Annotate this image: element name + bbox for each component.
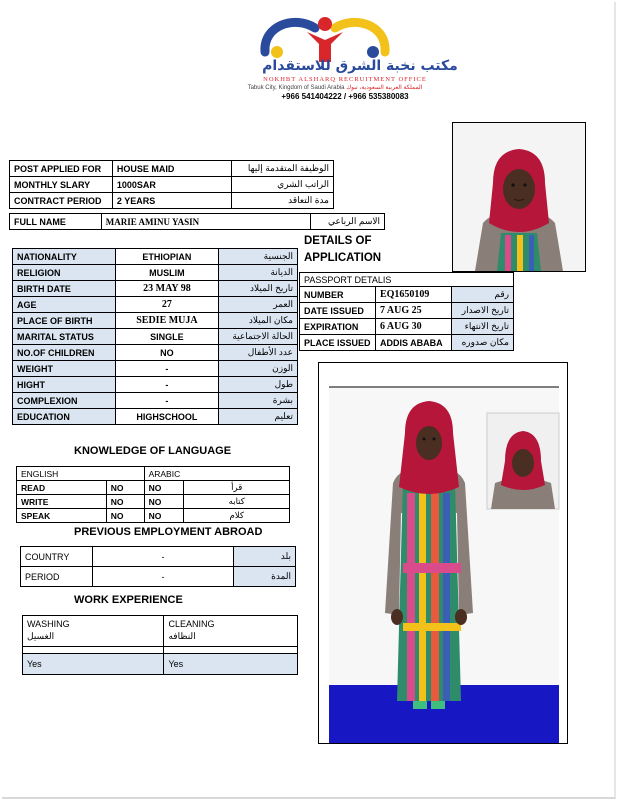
table-row [10, 214, 385, 230]
work-item [23, 616, 164, 647]
detail-label-ar: الوزن [219, 361, 298, 377]
passport-label-ar: تاريخ الانتهاء [451, 319, 513, 335]
detail-label: NATIONALITY [13, 249, 116, 265]
passport-label-ar: مكان صدوره [451, 335, 513, 351]
table-row [10, 161, 334, 177]
employment-value: - [92, 567, 233, 587]
passport-label-ar: رقم [451, 287, 513, 303]
address-en: Tabuk City, Kingdom of Saudi Arabia [247, 85, 345, 91]
detail-value: NO [115, 345, 218, 361]
detail-label: HIGHT [13, 377, 116, 393]
work-item [164, 616, 298, 647]
employment-label: COUNTRY [21, 547, 93, 567]
table-row [13, 249, 298, 265]
table-row [13, 345, 298, 361]
work-value: Yes [164, 654, 298, 675]
office-name-ar: مكتب نخبة الشرق للاستقدام [262, 58, 458, 74]
table-row [13, 297, 298, 313]
detail-label-ar: مكان الميلاد [219, 313, 298, 329]
passport-value: 6 AUG 30 [375, 319, 451, 335]
table-row [17, 467, 290, 481]
job-value: HOUSE MAID [112, 161, 231, 177]
col-arabic: ARABIC [144, 467, 289, 481]
lang-arabic: NO [144, 495, 184, 509]
table-row [13, 281, 298, 297]
lang-label-ar: قرأ [184, 481, 290, 495]
person-portrait-icon [453, 123, 585, 271]
detail-value: 27 [115, 297, 218, 313]
portrait-photo [452, 122, 586, 272]
lang-label: SPEAK [17, 509, 107, 523]
table-row [300, 273, 514, 287]
table-row [10, 177, 334, 193]
detail-label: PLACE OF BIRTH [13, 313, 116, 329]
job-label: CONTRACT PERIOD [10, 193, 113, 209]
job-table [9, 160, 334, 209]
employment-table [20, 546, 296, 587]
logo-header [190, 10, 470, 110]
detail-value: - [115, 393, 218, 409]
work-table [22, 615, 298, 675]
address-line [200, 84, 470, 91]
detail-label: AGE [13, 297, 116, 313]
passport-label: DATE ISSUED [300, 303, 376, 319]
office-name-en: NOKHBT ALSHARQ RECRUITMENT OFFICE [263, 76, 427, 83]
detail-label-ar: تاريخ الميلاد [219, 281, 298, 297]
table-row [300, 287, 514, 303]
detail-label: BIRTH DATE [13, 281, 116, 297]
col-english: ENGLISH [17, 467, 145, 481]
work-item-en: CLEANING [168, 619, 215, 629]
job-label-ar: الراتب الشري [232, 177, 334, 193]
work-item-en: WASHING [27, 619, 70, 629]
detail-label-ar: تعليم [219, 409, 298, 425]
employment-label: PERIOD [21, 567, 93, 587]
detail-label-ar: بشرة [219, 393, 298, 409]
passport-value: 7 AUG 25 [375, 303, 451, 319]
lang-arabic: NO [144, 481, 184, 495]
full-name-table [9, 213, 385, 230]
address-ar: المملكة العربية السعودية، تبوك [346, 85, 423, 91]
language-table [16, 466, 290, 523]
job-value: 2 YEARS [112, 193, 231, 209]
detail-value: 23 MAY 98 [115, 281, 218, 297]
table-row [17, 481, 290, 495]
person-full-body-icon [319, 363, 567, 743]
employment-label-ar: المدة [234, 567, 296, 587]
language-title: KNOWLEDGE OF LANGUAGE [74, 445, 232, 457]
detail-value: SINGLE [115, 329, 218, 345]
table-row [21, 567, 296, 587]
job-label: POST APPLIED FOR [10, 161, 113, 177]
table-row [13, 409, 298, 425]
table-row [300, 303, 514, 319]
work-title: WORK EXPERIENCE [74, 594, 183, 606]
detail-label: MARITAL STATUS [13, 329, 116, 345]
table-row [17, 495, 290, 509]
passport-label: EXPIRATION [300, 319, 376, 335]
work-value: Yes [23, 654, 164, 675]
detail-label-ar: طول [219, 377, 298, 393]
detail-label: RELIGION [13, 265, 116, 281]
passport-value: ADDIS ABABA [375, 335, 451, 351]
job-label-ar: مدة التعاقد [232, 193, 334, 209]
lang-english: NO [106, 495, 144, 509]
lang-label-ar: كتابه [184, 495, 290, 509]
detail-label: WEIGHT [13, 361, 116, 377]
passport-label: NUMBER [300, 287, 376, 303]
detail-label-ar: الديانة [219, 265, 298, 281]
passport-title: PASSPORT DETALIS [300, 273, 514, 287]
table-row [300, 319, 514, 335]
lang-arabic: NO [144, 509, 184, 523]
table-row [21, 547, 296, 567]
job-value: 1000SAR [112, 177, 231, 193]
table-row [13, 313, 298, 329]
employment-title: PREVIOUS EMPLOYMENT ABROAD [74, 526, 263, 538]
table-row [13, 377, 298, 393]
lang-label: WRITE [17, 495, 107, 509]
job-label-ar: الوظيفة المتقدمة إليها [232, 161, 334, 177]
passport-label: PLACE ISSUED [300, 335, 376, 351]
detail-value: MUSLIM [115, 265, 218, 281]
details-table [12, 248, 298, 425]
lang-label: READ [17, 481, 107, 495]
details-title: DETAILS OF APPLICATION [304, 235, 382, 264]
detail-label-ar: عدد الأطفال [219, 345, 298, 361]
lang-english: NO [106, 481, 144, 495]
passport-table [299, 272, 514, 351]
table-row [17, 509, 290, 523]
detail-value: - [115, 377, 218, 393]
passport-label-ar: تاريخ الاصدار [451, 303, 513, 319]
table-row [13, 265, 298, 281]
table-row [23, 616, 298, 647]
table-row [10, 193, 334, 209]
table-row [23, 654, 298, 675]
detail-label-ar: الجنسية [219, 249, 298, 265]
table-row [13, 361, 298, 377]
table-row [13, 329, 298, 345]
lang-label-ar: كلام [184, 509, 290, 523]
work-item-ar: الغسيل [27, 631, 55, 641]
detail-value: HIGHSCHOOL [115, 409, 218, 425]
table-row [13, 393, 298, 409]
full-name-value: MARIE AMINU YASIN [101, 214, 310, 230]
full-body-photo [318, 362, 568, 744]
employment-label-ar: بلد [234, 547, 296, 567]
work-item-ar: النظافه [168, 631, 196, 641]
full-name-label-ar: الاسم الرباعي [311, 214, 385, 230]
detail-value: - [115, 361, 218, 377]
detail-label-ar: العمر [219, 297, 298, 313]
employment-value: - [92, 547, 233, 567]
table-row [23, 647, 298, 654]
detail-label-ar: الحالة الاجتماعية [219, 329, 298, 345]
phone-numbers: +966 541404222 / +966 535380083 [281, 92, 409, 101]
table-row [300, 335, 514, 351]
detail-label: NO.OF CHILDREN [13, 345, 116, 361]
lang-english: NO [106, 509, 144, 523]
detail-value: SEDIE MUJA [115, 313, 218, 329]
detail-label: EDUCATION [13, 409, 116, 425]
job-label: MONTHLY SLARY [10, 177, 113, 193]
full-name-label: FULL NAME [10, 214, 102, 230]
detail-label: COMPLEXION [13, 393, 116, 409]
detail-value: ETHIOPIAN [115, 249, 218, 265]
passport-value: EQ1650109 [375, 287, 451, 303]
